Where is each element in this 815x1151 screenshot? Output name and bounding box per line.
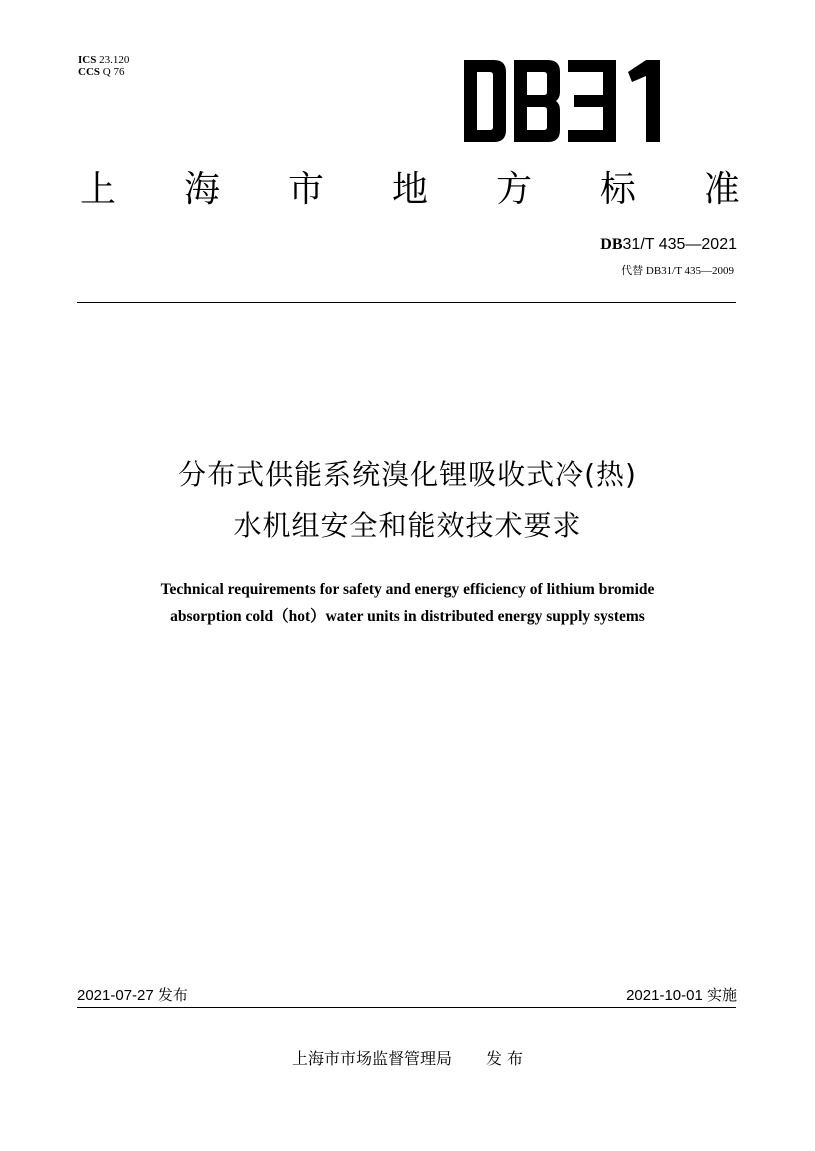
publisher-org: 上海市市场监督管理局: [291, 1049, 452, 1068]
replaces-standard: [621, 262, 734, 278]
logo-digit-1: [628, 60, 660, 142]
heading-char: 准: [703, 169, 740, 210]
heading-char: 市: [287, 169, 324, 210]
ics-label: ICS: [78, 54, 97, 66]
ics-line: [78, 54, 129, 66]
issue-date-line: [77, 984, 188, 1005]
implement-date-line: [626, 984, 737, 1005]
title-en-line-2: absorption cold（hot）water units in distributed energy supply systems: [170, 608, 645, 625]
ccs-line: [78, 66, 129, 78]
logo-digit-3: [568, 60, 616, 142]
standard-code-prefix: DB: [600, 236, 623, 253]
ics-value: 23.120: [99, 54, 130, 66]
heading-char: 方: [495, 169, 532, 210]
ccs-label: CCS: [78, 66, 101, 78]
publisher-line: [0, 1046, 815, 1069]
implement-label: 实施: [706, 986, 737, 1004]
issue-label: 发布: [157, 986, 188, 1004]
title-zh-line-2: 水机组安全和能效技术要求: [233, 509, 582, 542]
ccs-value: Q 76: [102, 66, 125, 78]
db31-logo: [464, 60, 688, 142]
issue-date: 2021-07-27: [77, 987, 154, 1004]
classification-codes: [78, 54, 129, 78]
logo-letter-d: [464, 60, 506, 142]
logo-letter-b: [514, 60, 560, 142]
implement-date: 2021-10-01: [626, 987, 703, 1004]
standard-code-number: 31/T 435—2021: [622, 236, 737, 253]
footer-divider: [77, 1007, 736, 1008]
standard-type-heading: [80, 168, 740, 212]
replaces-label: 代替: [621, 264, 644, 277]
header-divider: [77, 302, 736, 303]
standard-code: [600, 236, 737, 254]
title-en-line-1: Technical requirements for safety and energy efficiency of lithium bromide: [160, 581, 655, 598]
replaces-code: DB31/T 435—2009: [645, 265, 734, 277]
heading-char: 上: [80, 169, 117, 210]
heading-char: 标: [599, 169, 636, 210]
publisher-action: 发 布: [485, 1049, 524, 1068]
heading-char: 地: [391, 169, 428, 210]
title-zh-line-1: 分布式供能系统溴化锂吸收式冷(热): [178, 458, 637, 491]
heading-char: 海: [183, 169, 220, 210]
